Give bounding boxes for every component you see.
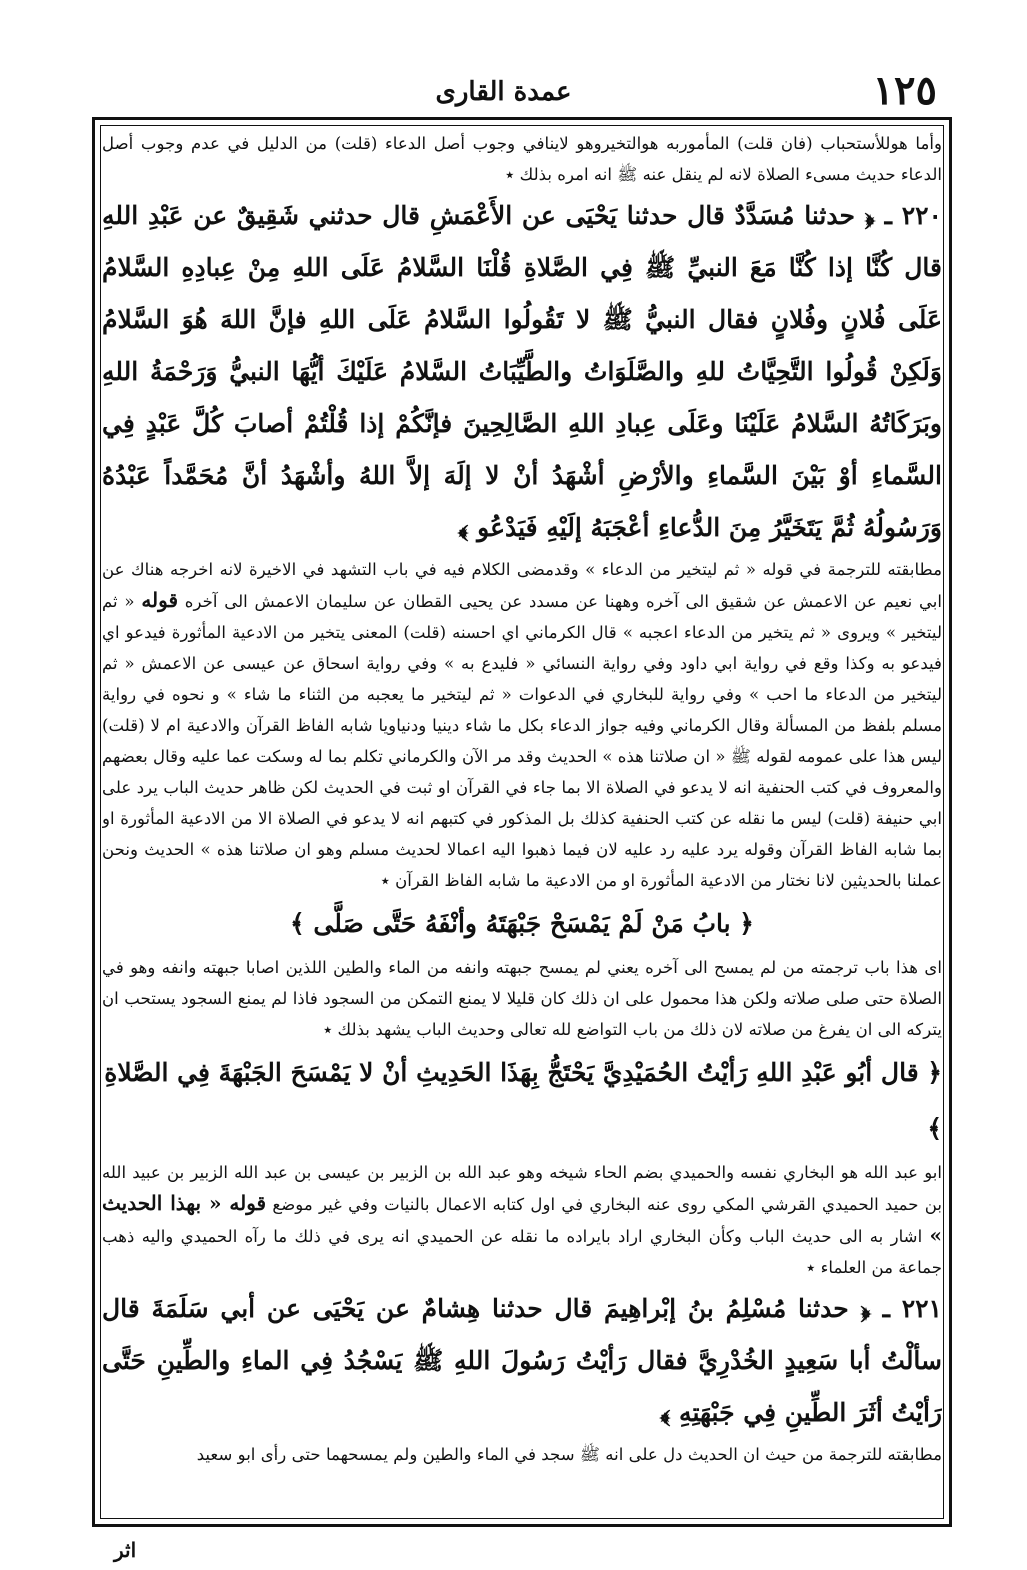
keyword-qawluhu: قوله [141, 588, 179, 612]
page-content [102, 128, 942, 1518]
bab-heading: ﴿ بابُ مَنْ لَمْ يَمْسَحْ جَبْهَتَهُ وأنْفَهُ حَتَّى صَلَّى ﴾ [290, 909, 754, 938]
bab-subheading: ﴿ قال أبُو عَبْدِ اللهِ رَأيْتُ الحُمَيْدِيَّ يَحْتَجُّ بِهَذَا الحَدِيثِ أنْ لا يَمْسَحَ الجَبْهَةَ فِي الصَّلاةِ ﴾ [104, 1058, 942, 1143]
running-title: عمدة القاری [435, 77, 572, 107]
page-number: ١٢٥ [872, 67, 937, 114]
commentary-paragraph: مطابقته للترجمة من حيث ان الحديث دل على انه ﷺ سجد في الماء والطين ولم يمسحهما حتى رأى ابو سعيد [196, 1445, 942, 1464]
hadith-number: ۲۲۰ ـ [884, 201, 942, 230]
hadith-text: ﴿ حدثنا مُسْلِمُ بنُ إبْراهِيمَ قال حدثنا هِشامٌ عن يَحْيَى عن أبي سَلَمَةَ قال سألْتُ أبا سَعِيدٍ الخُدْرِيَّ فقال رَأيْتُ رَسُولَ اللهِ ﷺ يَسْجُدُ فِي الماءِ والطِّينِ حَتَّى رَأيْتُ أثَرَ الطِّينِ فِي جَبْهَتِهِ ﴾ [102, 1294, 942, 1427]
commentary-text: « ثم ليتخير » ويروى « ثم يتخير من الدعاء اعجبه » قال الكرماني اي احسنه (قلت) المعنى يتخير من الادعية المأثورة فيدعو اي فيدعو به وكذا وقع في رواية ابي داود وفي رواية النسائي « فليدع به » وفي رواية اسحاق عن عيسى عن الاعمش « ثم ليتخير من الدعاء ما احب » وفي رواية للبخاري في الدعوات « ثم ليتخير ما يعجبه من الثناء ما شاء » و نحوه في رواية مسلم بلفظ من المسألة وقال الكرماني وفيه جواز الدعاء بكل ما شاء دينيا ودنياويا شابه الفاظ القرآن والادعية ام لا (قلت) ليس هذا على عمومه لقوله ﷺ « ان صلاتنا هذه » الحديث وقد مر الآن والكرماني تكلم بما له وسكت عما عليه وقال بعضهم والمعروف في كتب الحنفية انه لا يدعو في الصلاة الا بما جاء في القرآن او ثبت في الحديث لكن ظاهر حديث الباب يرد على ابي حنيفة (قلت) ليس ما نقله عن كتب الحنفية كذلك بل المذكور في كتبهم انه لا يدعو في الصلاة الا من الادعية المأثورة او بما شابه الفاظ القرآن وقوله يرد عليه رد عليه لان فيما ذهبوا اليه اعمالا لحديث مسلم وهو ان صلاتنا هذه » الحديث ونحن عملنا بالحديثين لانا نختار من الادعية المأثورة او من الادعية ما شابه الفاظ القرآن ٭ [102, 592, 942, 890]
hadith-220 [102, 190, 942, 554]
hadith-number: ۲۲۱ ـ [882, 1294, 942, 1323]
commentary-paragraph: اى هذا باب ترجمته من لم يمسح الى آخره يعني لم يمسح جبهته وانفه من الماء والطين اللذين اصابا جبهته وانفه وهو في الصلاة حتى صلى صلاته ولكن هذا محمول على ان ذلك كان قليلا لا يمنع التمكن من السجود فاذا لم يمنع السجود يستحب ان يتركه الى ان يفرغ من صلاته لان ذلك من باب التواضع لله تعالى وحديث الباب يشهد بذلك ٭ [102, 958, 942, 1039]
page-header [70, 68, 937, 114]
commentary-paragraph [102, 1157, 942, 1283]
commentary-paragraph: وأما هوللأستحباب (فان قلت) المأموربه هوالتخيروهو لاينافي وجوب أصل الدعاء (قلت) من الدليل في عدم وجوب أصل الدعاء حديث مسیء الصلاة لانه لم ينقل عنه ﷺ انه امره بذلك ٭ [102, 134, 942, 184]
commentary-text: اشار به الى حديث الباب وكأن البخاري اراد بايراده ما نقله عن الحميدي انه يرى في ذلك ما رآه الحميدي واليه ذهب جماعة من العلماء ٭ [102, 1227, 942, 1277]
catchword: اثر [114, 1538, 137, 1562]
commentary-paragraph [102, 554, 942, 896]
commentary-text: مطابقته للترجمة في قوله « ثم ليتخير من الدعاء » وقدمضى الكلام فيه في باب التشهد في الاخيرة لانه اخرجه هناك عن ابي نعيم عن الاعمش عن شقيق الى آخره وههنا عن مسدد عن يحيى القطان عن سليمان الاعمش الى آخره [102, 560, 942, 611]
hadith-text: ﴿ حدثنا مُسَدَّدٌ قال حدثنا يَحْيَى عن الأَعْمَشِ قال حدثني شَقِيقٌ عن عَبْدِ اللهِ قال كُنَّا إذا كُنَّا مَعَ النبيِّ ﷺ فِي الصَّلاةِ قُلْنَا السَّلامُ عَلَى اللهِ مِنْ عِبادِهِ السَّلامُ عَلَى فُلانٍ وفُلانٍ فقال النبيُّ ﷺ لا تَقُولُوا السَّلامُ عَلَى اللهِ فإنَّ اللهَ هُوَ السَّلامُ وَلَكِنْ قُولُوا التَّحِيَّاتُ للهِ والصَّلَوَاتُ والطَّيِّبَاتُ السَّلامُ عَلَيْكَ أيُّهَا النبيُّ وَرَحْمَةُ اللهِ وبَرَكَاتُهُ السَّلامُ عَلَيْنَا وعَلَى عِبادِ اللهِ الصَّالِحِينَ فإنَّكُمْ إذا قُلْتُمْ أصابَ كُلَّ عَبْدٍ فِي السَّماءِ أوْ بَيْنَ السَّماءِ والأرْضِ أشْهَدُ أنْ لا إلَهَ إلاَّ اللهُ وأشْهَدُ أنَّ مُحَمَّداً عَبْدُهُ وَرَسُولُهُ ثُمَّ يَتَخَيَّرُ مِنَ الدُّعاءِ أعْجَبَهُ إلَيْهِ فَيَدْعُو ﴾ [102, 201, 942, 542]
keyword-qawluhu: قوله « بهذا الحديث » [102, 1191, 942, 1247]
hadith-221 [102, 1283, 942, 1439]
commentary-text: ابو عبد الله هو البخاري نفسه والحميدي بضم الحاء شيخه وهو عبد الله بن الزبير بن عيسى بن عبد الله الزبير بن عبيد الله بن حميد الحميدي القرشي المكي روى عنه البخاري في اول كتابه الاعمال بالنيات وفي غير موضع [102, 1163, 942, 1214]
